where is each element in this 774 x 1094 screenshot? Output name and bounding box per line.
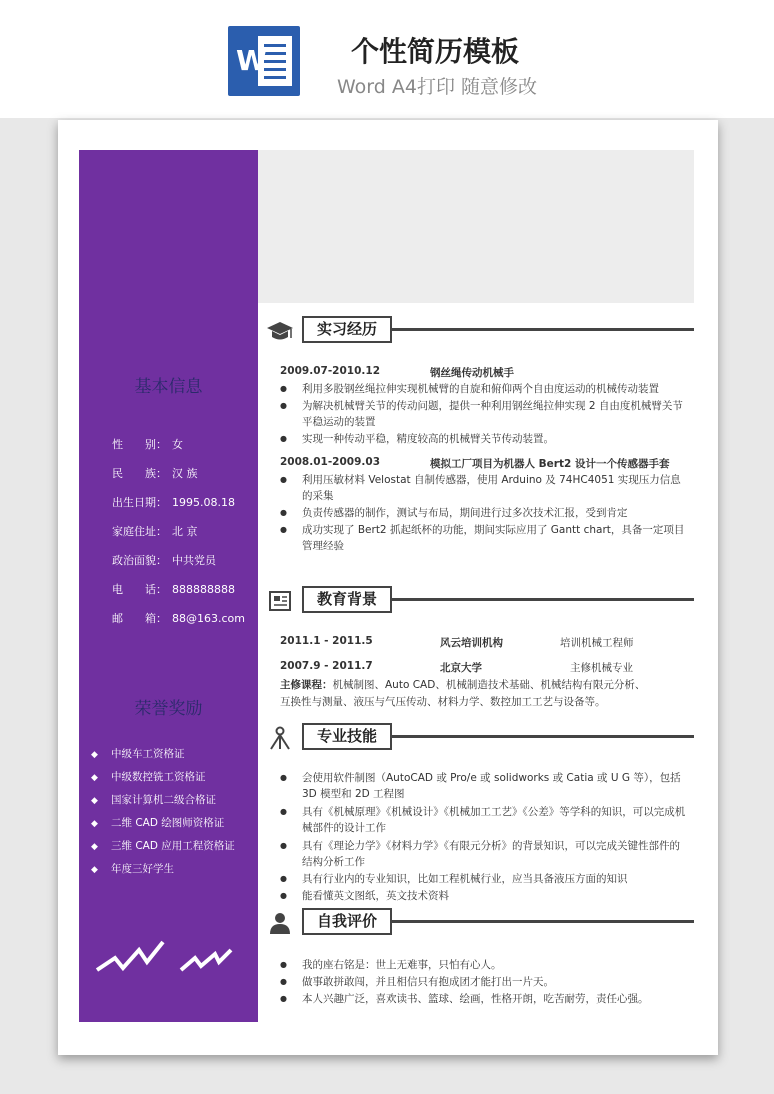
- courses-line: 互换性与测量、液压与气压传动、材料力学、数控加工工艺与设备等。: [280, 696, 606, 708]
- edu-major: 培训机械工程师: [560, 637, 634, 649]
- zigzag-decoration-icon: [95, 940, 235, 980]
- list-item: ● 为解决机械臂关节的传动问题，提供一种利用钢丝绳拉伸实现 2 自由度机械臂关节平稳运动的装置: [280, 398, 690, 430]
- sidebar: [79, 150, 258, 1022]
- list-item: ● 利用多股钢丝绳拉伸实现机械臂的自旋和俯仰两个自由度运动的机械传动装置: [280, 381, 690, 397]
- section-divider: [392, 920, 694, 923]
- page-subtitle: Word A4打印 随意修改: [336, 76, 537, 98]
- word-letter: W: [236, 44, 267, 77]
- honor-item: ◆ 年度三好学生: [91, 863, 174, 875]
- courses-line: 主修课程：机械制图、Auto CAD、机械制造技术基础、机械结构有限元分析、: [280, 679, 646, 691]
- list-item: ● 本人兴趣广泛，喜欢读书、篮球、绘画，性格开朗，吃苦耐劳，责任心强。: [280, 991, 690, 1007]
- section-internship-header: [266, 316, 694, 344]
- edu-date: 2007.9 - 2011.7: [280, 660, 373, 672]
- info-row-phone: 电 话： 888888888: [112, 583, 235, 596]
- list-item: ● 具有《理论力学》《材料力学》《有限元分析》的背景知识，可以完成关键性部件的结构分析工作: [280, 838, 690, 870]
- list-item: ● 利用压敏材料 Velostat 自制传感器，使用 Arduino 及 74HC4051 实现压力信息的采集: [280, 472, 690, 504]
- section-divider: [392, 735, 694, 738]
- edu-school: 风云培训机构: [440, 637, 503, 649]
- graduation-cap-icon: [266, 319, 294, 343]
- list-item: ● 具有《机械原理》《机械设计》《机械加工工艺》《公差》等学科的知识，可以完成机械部件的设计工作: [280, 804, 690, 836]
- section-title: 实习经历: [302, 316, 392, 343]
- section-self-header: [266, 908, 694, 936]
- person-icon: [266, 911, 294, 935]
- honor-item: ◆ 中级数控铣工资格证: [91, 771, 206, 783]
- basic-info-title: 基本信息: [134, 377, 203, 397]
- info-row-address: 家庭住址： 北 京: [112, 525, 198, 538]
- honor-item: ◆ 国家计算机二级合格证: [91, 794, 216, 806]
- info-row-birthdate: 出生日期： 1995.08.18: [112, 496, 235, 509]
- section-title: 自我评价: [302, 908, 392, 935]
- job-role: 模拟工厂项目为机器人 Bert2 设计一个传感器手套: [430, 458, 670, 470]
- honors-title: 荣誉奖励: [134, 699, 203, 719]
- list-item: ● 实现一种传动平稳，精度较高的机械臂关节传动装置。: [280, 431, 690, 447]
- edu-major: 主修机械专业: [570, 662, 633, 674]
- page-title: 个性简历模板: [350, 35, 519, 68]
- info-row-gender: 性 别： 女: [112, 438, 183, 451]
- section-skills-header: [266, 723, 694, 751]
- info-row-ethnicity: 民 族： 汉 族: [112, 467, 198, 480]
- section-divider: [392, 598, 694, 601]
- list-item: ● 能看懂英文图纸，英文技术资料: [280, 888, 690, 904]
- info-row-political: 政治面貌： 中共党员: [112, 554, 216, 567]
- photo-placeholder: [258, 150, 694, 303]
- edu-school: 北京大学: [440, 662, 482, 674]
- surveying-tripod-icon: [266, 726, 294, 750]
- list-item: ● 成功实现了 Bert2 抓起纸杯的功能，期间实际应用了 Gantt chart，具备一定项目管理经验: [280, 522, 690, 554]
- list-item: ● 做事敢拼敢闯，并且相信只有抱成团才能打出一片天。: [280, 974, 690, 990]
- section-divider: [392, 328, 694, 331]
- job-role: 钢丝绳传动机械手: [430, 367, 514, 379]
- list-item: ● 负责传感器的制作，测试与布局，期间进行过多次技术汇报，受到肯定: [280, 505, 690, 521]
- list-item: ● 我的座右铭是：世上无难事，只怕有心人。: [280, 957, 690, 973]
- section-title: 专业技能: [302, 723, 392, 750]
- list-item: ● 会使用软件制图（AutoCAD 或 Pro/e 或 solidworks 或 Catia 或 U G 等），包括 3D 模型和 2D 工程图: [280, 770, 690, 802]
- job-date: 2008.01-2009.03: [280, 456, 381, 468]
- word-icon: [228, 26, 300, 96]
- honor-item: ◆ 中级车工资格证: [91, 748, 185, 760]
- info-row-email: 邮 箱： 88@163.com: [112, 612, 245, 625]
- list-item: ● 具有行业内的专业知识，比如工程机械行业，应当具备液压方面的知识: [280, 871, 690, 887]
- section-education-header: [266, 586, 694, 614]
- edu-date: 2011.1 - 2011.5: [280, 635, 373, 647]
- section-title: 教育背景: [302, 586, 392, 613]
- honor-item: ◆ 二维 CAD 绘图师资格证: [91, 817, 225, 829]
- honor-item: ◆ 三维 CAD 应用工程资格证: [91, 840, 235, 852]
- newspaper-icon: [266, 589, 294, 613]
- job-date: 2009.07-2010.12: [280, 365, 381, 377]
